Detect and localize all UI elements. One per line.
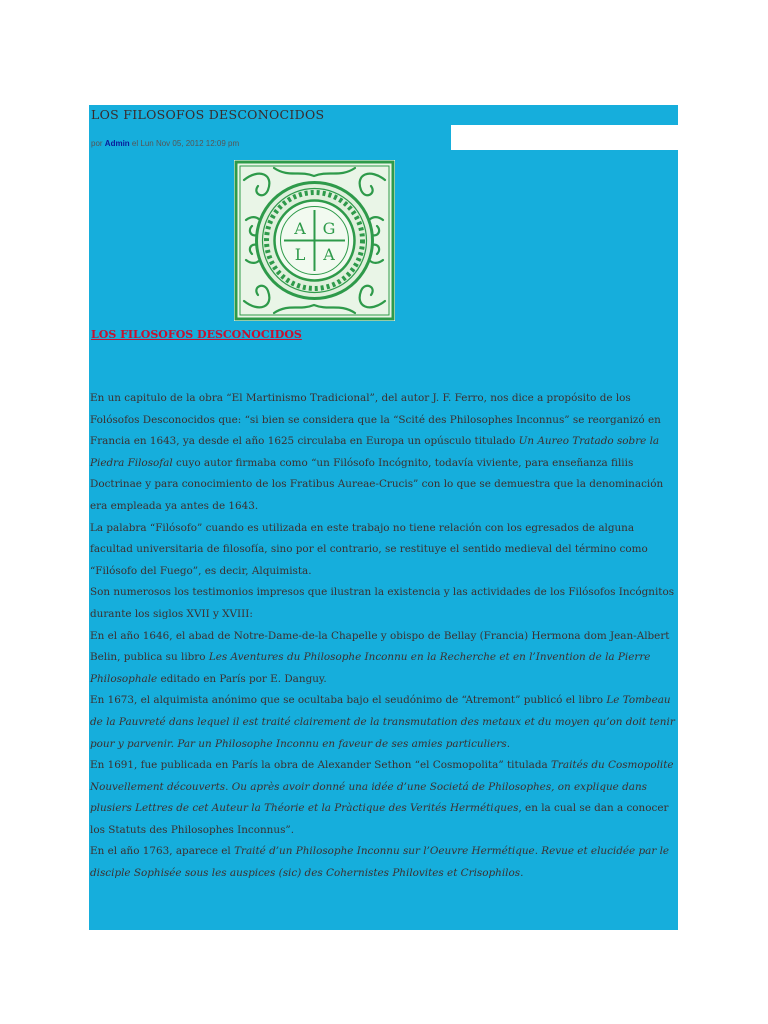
post-title: LOS FILOSOFOS DESCONOCIDOS [91, 107, 325, 122]
paragraph-text: En el año 1763, aparece el [90, 845, 235, 858]
author-link[interactable]: Admin [104, 139, 130, 148]
paragraph-text: cuyo autor firmaba como “un Filósofo Incógnito, todavía viviente, para enseñanza filiis Doctrinae y para conocimiento de los Fratibus Aureae-Crucis” con lo que se demuestra que la denominación era empleada ya antes de 1643. [90, 456, 664, 512]
paragraph-text: La palabra “Filósofo” cuando es utilizada en este trabajo no tiene relación con los egresados de alguna facultad universitaria de filosofía, sino por el contrario, se restituye el sentido medieval del término como “Filósofo del Fuego”, es decir, Alquimista. [90, 521, 648, 577]
article-subheading: LOS FILOSOFOS DESCONOCIDOS [91, 328, 302, 341]
article-paragraph [90, 388, 678, 518]
agla-emblem-image [234, 160, 395, 321]
italic-title-text: Traité d’un Philosophe Inconnu sur l’Oeuvre Hermétique. Revue et elucidée par le disciple Sophisée sous les auspices (sic) des Cohernistes Philovites et Crisophilos. [90, 845, 670, 880]
article-paragraph [90, 841, 678, 884]
post-date: el Lun Nov 05, 2012 12:09 pm [131, 139, 240, 148]
italic-title-text: Le Tombeau de la Pauvreté dans lequel il est traité clairement de la transmutation des metaux et du moyen qu’on doit tenir pour y parvenir. Par un Philosophe Inconnu en faveur de ses amies particuliers [90, 694, 675, 750]
article-paragraph [90, 690, 678, 755]
emblem-letter-a1: A [294, 219, 306, 238]
article-paragraph [90, 582, 678, 625]
italic-title-text: Les Aventures du Philosophe Inconnu en la Recherche et en l’Invention de la Pierre Philosophale [90, 651, 651, 685]
post-meta [91, 139, 239, 148]
paragraph-text: editado en París por E. Danguy. [157, 672, 327, 685]
post-panel [89, 105, 678, 930]
paragraph-text: , en la cual se dan a conocer los Statuts des Philosophes Inconnus”. [90, 802, 669, 836]
italic-title-text: Un Aureo Tratado sobre la Piedra Filosofal [90, 435, 660, 469]
emblem-letter-g: G [322, 219, 336, 238]
emblem-letter-l: L [294, 245, 306, 264]
paragraph-text: En 1673, el alquimista anónimo que se ocultaba bajo el seudónimo de “Atremont” publicó el libro [90, 694, 607, 707]
paragraph-text: En el año 1646, el abad de Notre-Dame-de-la Chapelle y obispo de Bellay (Francia) Hermona dom Jean-Albert Belin, publica su libro [90, 629, 670, 664]
article-paragraph [90, 626, 678, 691]
paragraph-text: En un capitulo de la obra “El Martinismo Tradicional”, del autor J. F. Ferro, nos dice a propósito de los Folósofos Desconocidos que: “si bien se considera que la “Scité des Philosophes Inconnus” se reorganizó en Francia en 1643, ya desde el año 1625 circulaba en Europa un opúsculo titulado [90, 392, 661, 448]
emblem-svg [234, 160, 395, 321]
italic-title-text: Traités du Cosmopolite Nouvellement découverts. Ou après avoir donné una idée d’une Societá de Philosophes, on explique dans plusiers Lettres de cet Auteur la Théorie et la Pràctique des Verités Hermétiques [90, 759, 674, 815]
article-paragraph [90, 518, 678, 583]
emblem-letter-a2: A [323, 245, 335, 264]
blank-box [451, 125, 678, 150]
paragraph-text: En 1691, fue publicada en París la obra de Alexander Sethon “el Cosmopolita” titulada [90, 759, 551, 772]
article-paragraph [90, 755, 678, 841]
by-prefix: por [91, 139, 103, 148]
paragraph-text: Son numerosos los testimonios impresos que ilustran la existencia y las actividades de los Filósofos Incógnitos durante los siglos XVII y XVIII: [90, 586, 675, 620]
paragraph-text: . [506, 737, 510, 750]
article-body [90, 388, 678, 885]
